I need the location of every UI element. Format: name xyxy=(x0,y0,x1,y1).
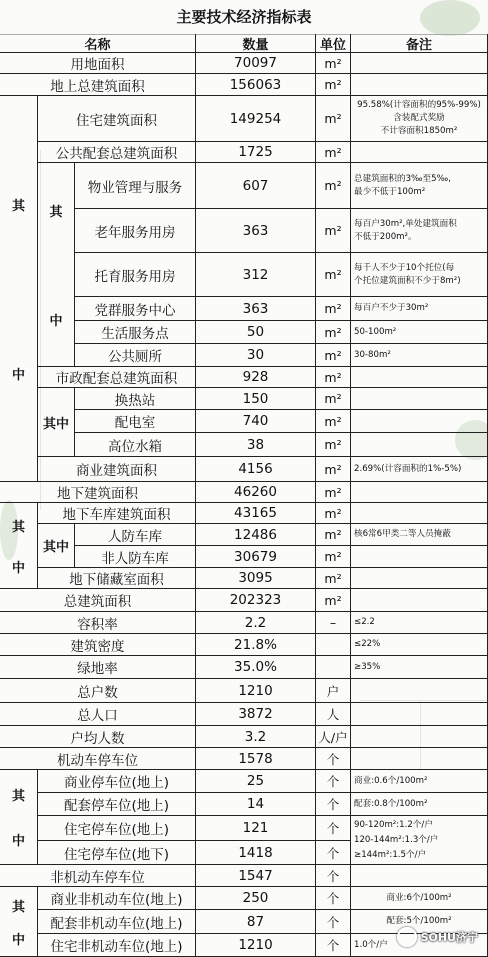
row-unit: 个 xyxy=(316,910,351,934)
row-quantity: 1578 xyxy=(196,748,316,770)
row-unit: 个 xyxy=(316,816,351,841)
row-quantity: 3.2 xyxy=(196,726,316,748)
row-unit: m² xyxy=(316,53,351,74)
header-name: 名称 xyxy=(0,34,196,53)
row-note: 2.69%(计容面积的1%-5%) xyxy=(351,457,488,482)
row-quantity: 363 xyxy=(196,297,316,321)
row-note xyxy=(351,568,488,589)
row-unit: m² xyxy=(316,96,351,142)
row-name: 户均人数 xyxy=(0,726,196,748)
row-quantity: 150 xyxy=(196,388,316,410)
row-name: 地下车库建筑面积 xyxy=(38,503,196,524)
row-name: 地上总建筑面积 xyxy=(0,74,196,96)
row-note xyxy=(351,865,488,887)
row-name: 非机动车停车位 xyxy=(0,865,196,887)
row-quantity: 363 xyxy=(196,209,316,253)
row-unit: 个 xyxy=(316,748,351,770)
row-unit: 人/户 xyxy=(316,726,351,748)
row-note xyxy=(351,53,488,74)
row-unit: 个 xyxy=(316,793,351,816)
row-quantity: 740 xyxy=(196,410,316,433)
row-unit: – xyxy=(316,612,351,634)
row-quantity: 2.2 xyxy=(196,612,316,634)
row-unit: 个 xyxy=(316,887,351,910)
row-quantity: 250 xyxy=(196,887,316,910)
row-note: 30-80m² xyxy=(351,344,488,367)
row-name: 配套停车位(地上) xyxy=(38,793,196,816)
row-name: 绿地率 xyxy=(0,656,196,679)
row-unit: 个 xyxy=(316,770,351,793)
row-quantity: 1547 xyxy=(196,865,316,887)
row-quantity: 50 xyxy=(196,321,316,344)
row-name: 高位水箱 xyxy=(75,433,196,457)
row-quantity: 30 xyxy=(196,344,316,367)
table-title: 主要技术经济指标表 xyxy=(0,0,488,35)
row-quantity: 1725 xyxy=(196,142,316,163)
row-quantity: 312 xyxy=(196,253,316,297)
row-note xyxy=(351,388,488,410)
row-note xyxy=(351,546,488,568)
row-name: 配套非机动车位(地上) xyxy=(38,910,196,934)
sohu-logo-icon xyxy=(397,927,417,947)
row-quantity: 121 xyxy=(196,816,316,841)
header-quantity: 数量 xyxy=(196,34,316,53)
row-name: 人防车库 xyxy=(75,524,196,546)
row-name: 总户数 xyxy=(0,679,196,703)
row-name: 物业管理与服务 xyxy=(75,163,196,209)
row-note: ≥35% xyxy=(351,656,488,679)
row-name: 换热站 xyxy=(75,388,196,410)
row-name: 地下储藏室面积 xyxy=(38,568,196,589)
row-name: 公共配套总建筑面积 xyxy=(38,142,196,163)
row-quantity: 1210 xyxy=(196,934,316,957)
row-quantity: 1210 xyxy=(196,679,316,703)
row-unit: m² xyxy=(316,321,351,344)
sohu-watermark xyxy=(397,927,478,947)
row-note: 1.0个/户 xyxy=(351,934,488,957)
row-note: 每百户不少于30m² xyxy=(351,297,488,321)
row-quantity: 4156 xyxy=(196,457,316,482)
row-name: 商业建筑面积 xyxy=(38,457,196,482)
row-quantity: 38 xyxy=(196,433,316,457)
row-unit: m² xyxy=(316,388,351,410)
row-note: 90-120m²:1.2个/户 120-144m²:1.3个/户 ≥144m²:1.5个/户 xyxy=(351,816,488,865)
row-unit: 人 xyxy=(316,703,351,726)
header-unit: 单位 xyxy=(316,34,351,53)
row-note: 核6常6甲类二等人员掩蔽 xyxy=(351,524,488,546)
header-note: 备注 xyxy=(351,34,488,53)
row-note: ≤22% xyxy=(351,634,488,656)
row-note xyxy=(351,679,488,703)
row-quantity: 25 xyxy=(196,770,316,793)
side-label-qizhong-garage: 其中 xyxy=(38,524,75,568)
row-note: 95.58%(计容面积的95%-99%) 含装配式奖励 不计容面积1850m² xyxy=(351,96,488,142)
row-note: 每百户30m²,单处建筑面积 不低于200m²。 xyxy=(351,209,488,253)
row-unit: m² xyxy=(316,503,351,524)
row-note xyxy=(351,726,488,748)
row-quantity: 12486 xyxy=(196,524,316,546)
row-name: 住宅建筑面积 xyxy=(38,96,196,142)
row-name: 托育服务用房 xyxy=(75,253,196,297)
row-note xyxy=(351,410,488,433)
row-unit: m² xyxy=(316,546,351,568)
row-note xyxy=(351,142,488,163)
row-unit: m² xyxy=(316,142,351,163)
row-note: 配套:5个/100m² xyxy=(351,910,488,934)
row-name: 市政配套总建筑面积 xyxy=(38,367,196,388)
row-unit xyxy=(316,634,351,656)
row-note xyxy=(351,703,488,726)
row-unit: m² xyxy=(316,568,351,589)
row-quantity: 202323 xyxy=(196,589,316,612)
row-unit: m² xyxy=(316,344,351,367)
row-quantity: 14 xyxy=(196,793,316,816)
row-note xyxy=(351,748,488,770)
row-note xyxy=(351,433,488,457)
row-unit: 户 xyxy=(316,679,351,703)
row-name: 住宅停车位(地下) xyxy=(38,841,196,865)
row-unit: m² xyxy=(316,74,351,96)
row-quantity: 87 xyxy=(196,910,316,934)
row-unit: 个 xyxy=(316,934,351,957)
row-unit: m² xyxy=(316,253,351,297)
row-unit: m² xyxy=(316,482,351,503)
row-name: 机动车停车位 xyxy=(0,748,196,770)
side-label-qizhong-underground: 其 中 xyxy=(0,503,38,589)
row-name: 总人口 xyxy=(0,703,196,726)
side-label-qizhong-nonmotor: 其 中 xyxy=(0,887,38,957)
row-note: 50-100m² xyxy=(351,321,488,344)
row-note: 商业:6个/100m² xyxy=(351,887,488,910)
row-name: 用地面积 xyxy=(0,53,196,74)
row-name: 住宅停车位(地上) xyxy=(38,816,196,841)
row-name: 容积率 xyxy=(0,612,196,634)
row-quantity: 1418 xyxy=(196,841,316,865)
row-name: 非人防车库 xyxy=(75,546,196,568)
watermark-text: SOHU济宁 xyxy=(420,931,478,944)
row-quantity: 21.8% xyxy=(196,634,316,656)
row-name: 配电室 xyxy=(75,410,196,433)
row-quantity: 928 xyxy=(196,367,316,388)
row-quantity: 35.0% xyxy=(196,656,316,679)
row-name: 商业停车位(地上) xyxy=(38,770,196,793)
row-name: 生活服务点 xyxy=(75,321,196,344)
row-quantity: 3872 xyxy=(196,703,316,726)
row-note: 总建筑面积的3‰至5‰, 最少不低于100m² xyxy=(351,163,488,209)
row-quantity: 607 xyxy=(196,163,316,209)
row-quantity: 156063 xyxy=(196,74,316,96)
row-quantity: 43165 xyxy=(196,503,316,524)
row-unit: 个 xyxy=(316,865,351,887)
row-unit: m² xyxy=(316,524,351,546)
row-unit: m² xyxy=(316,433,351,457)
row-quantity: 3095 xyxy=(196,568,316,589)
side-label-qizhong-parking: 其 中 xyxy=(0,770,38,865)
row-quantity: 30679 xyxy=(196,546,316,568)
row-note: 商业:0.6个/100m² xyxy=(351,770,488,793)
row-unit: m² xyxy=(316,410,351,433)
row-unit: m² xyxy=(316,589,351,612)
row-unit: m² xyxy=(316,367,351,388)
row-unit xyxy=(316,656,351,679)
side-label-qizhong-municipal: 其中 xyxy=(38,388,75,457)
row-unit: 个 xyxy=(316,841,351,865)
row-note xyxy=(351,589,488,612)
row-note: ≤2.2 xyxy=(351,612,488,634)
side-label-qizhong-inner: 其 中 xyxy=(38,163,75,367)
row-name: 住宅非机动车位(地上) xyxy=(38,934,196,957)
row-note xyxy=(351,367,488,388)
row-name: 地下建筑面积 xyxy=(0,482,196,503)
row-note: 每千人不少于10个托位(每 个托位建筑面积不少于8m²) xyxy=(351,253,488,297)
row-name: 党群服务中心 xyxy=(75,297,196,321)
row-unit: m² xyxy=(316,163,351,209)
row-name: 商业非机动车位(地上) xyxy=(38,887,196,910)
row-note: 配套:0.8个/100m² xyxy=(351,793,488,816)
row-name: 总建筑面积 xyxy=(0,589,196,612)
row-note xyxy=(351,482,488,503)
row-note xyxy=(351,503,488,524)
row-quantity: 70097 xyxy=(196,53,316,74)
row-name: 公共厕所 xyxy=(75,344,196,367)
row-quantity: 149254 xyxy=(196,96,316,142)
row-note xyxy=(351,74,488,96)
row-unit: m² xyxy=(316,457,351,482)
row-unit: m² xyxy=(316,297,351,321)
row-name: 老年服务用房 xyxy=(75,209,196,253)
side-label-qizhong: 其 中 xyxy=(0,96,38,482)
row-name: 建筑密度 xyxy=(0,634,196,656)
row-quantity: 46260 xyxy=(196,482,316,503)
row-unit: m² xyxy=(316,209,351,253)
